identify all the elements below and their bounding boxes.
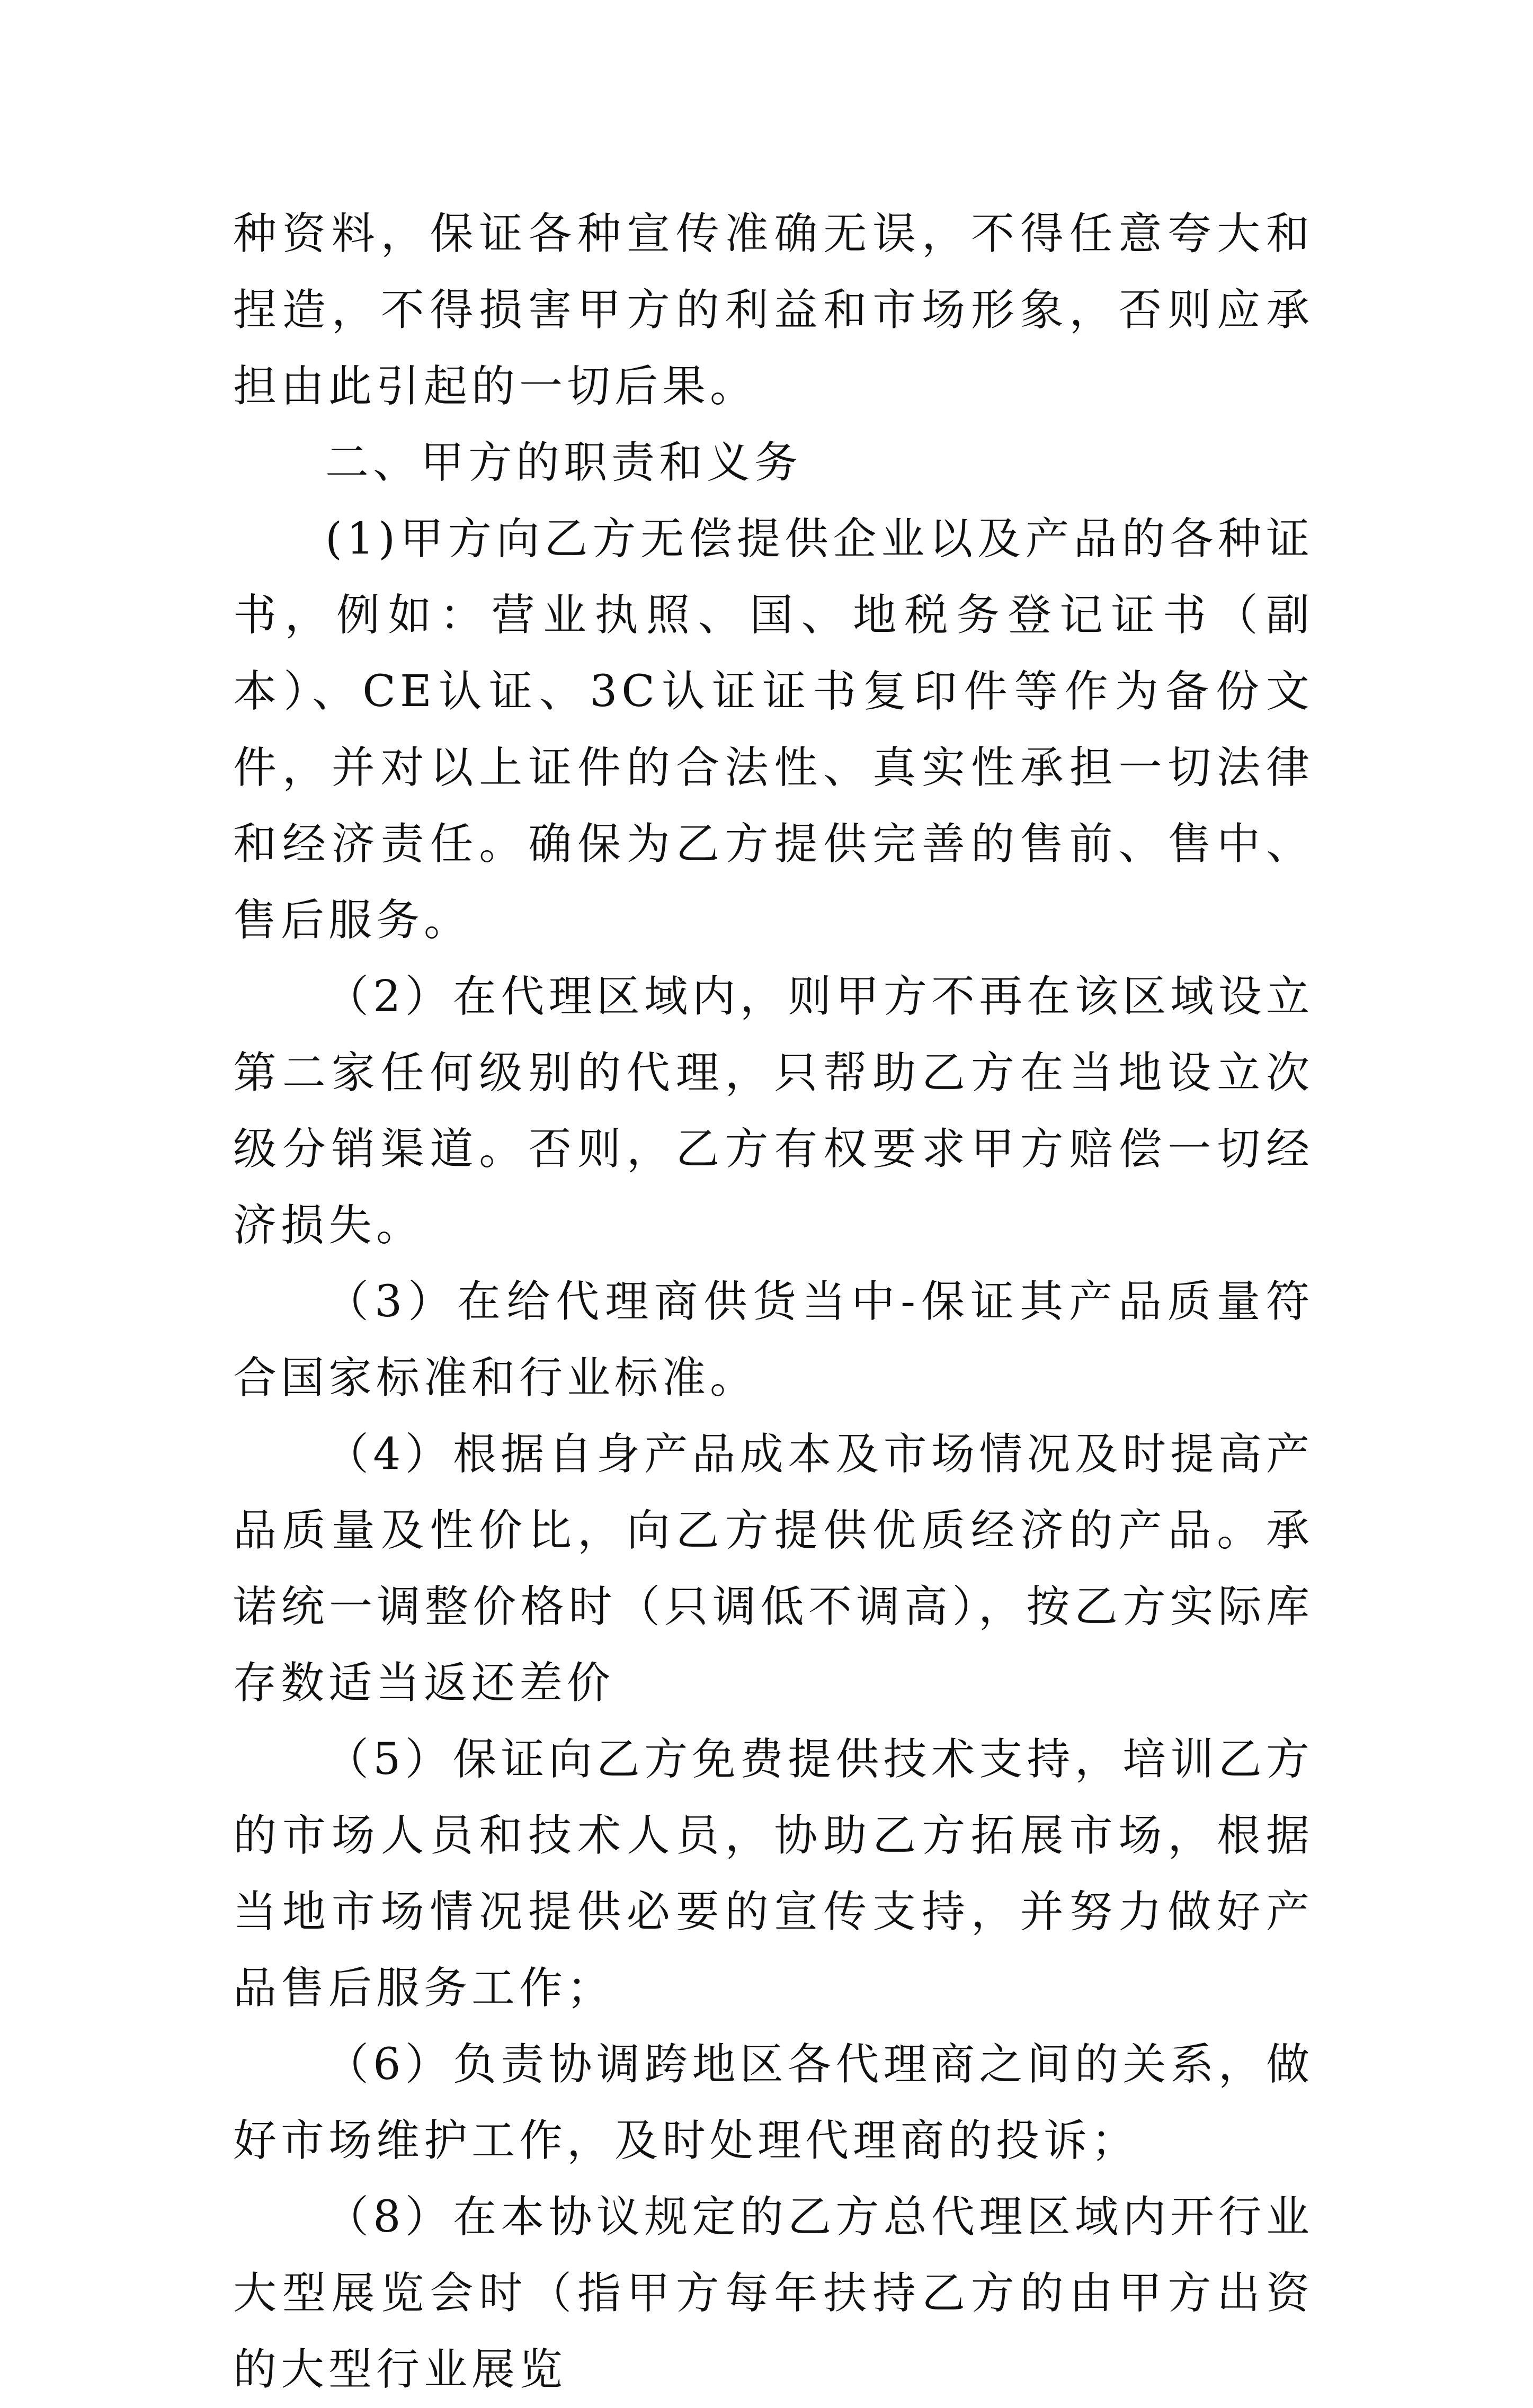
clause-5: （5）保证向乙方免费提供技术支持，培训乙方的市场人员和技术人员，协助乙方拓展市场，根据当地市场情况提供必要的宣传支持，并努力做好产品售后服务工作； [233, 1734, 1314, 2013]
clause-6: （6）负责协调跨地区各代理商之间的关系，做好市场维护工作，及时处理代理商的投诉； [233, 2039, 1314, 2166]
clause-4: （4）根据自身产品成本及市场情况及时提高产品质量及性价比，向乙方提供优质经济的产品。承诺统一调整价格时（只调低不调高），按乙方实际库存数适当返还差价 [233, 1429, 1314, 1708]
document-body [233, 196, 1314, 2408]
clause-8: （8）在本协议规定的乙方总代理区域内开行业大型展览会时（指甲方每年扶持乙方的由甲方出资的大型行业展览 [233, 2192, 1314, 2395]
section-heading: 二、甲方的职责和义务 [325, 438, 803, 488]
clause-1: (1)甲方向乙方无偿提供企业以及产品的各种证书，例如：营业执照、国、地税务登记证书（副本）、CE认证、3C认证证书复印件等作为备份文件，并对以上证件的合法性、真实性承担一切法律和经济责任。确保为乙方提供完善的售前、售中、售后服务。 [233, 514, 1314, 946]
clause-3: （3）在给代理商供货当中-保证其产品质量符合国家标准和行业标准。 [233, 1277, 1314, 1403]
paragraph-continuation: 种资料，保证各种宣传准确无误，不得任意夸大和捏造，不得损害甲方的利益和市场形象，否则应承担由此引起的一切后果。 [233, 209, 1314, 412]
clause-2: （2）在代理区域内，则甲方不再在该区域设立第二家任何级别的代理，只帮助乙方在当地设立次级分销渠道。否则，乙方有权要求甲方赔偿一切经济损失。 [233, 971, 1314, 1251]
